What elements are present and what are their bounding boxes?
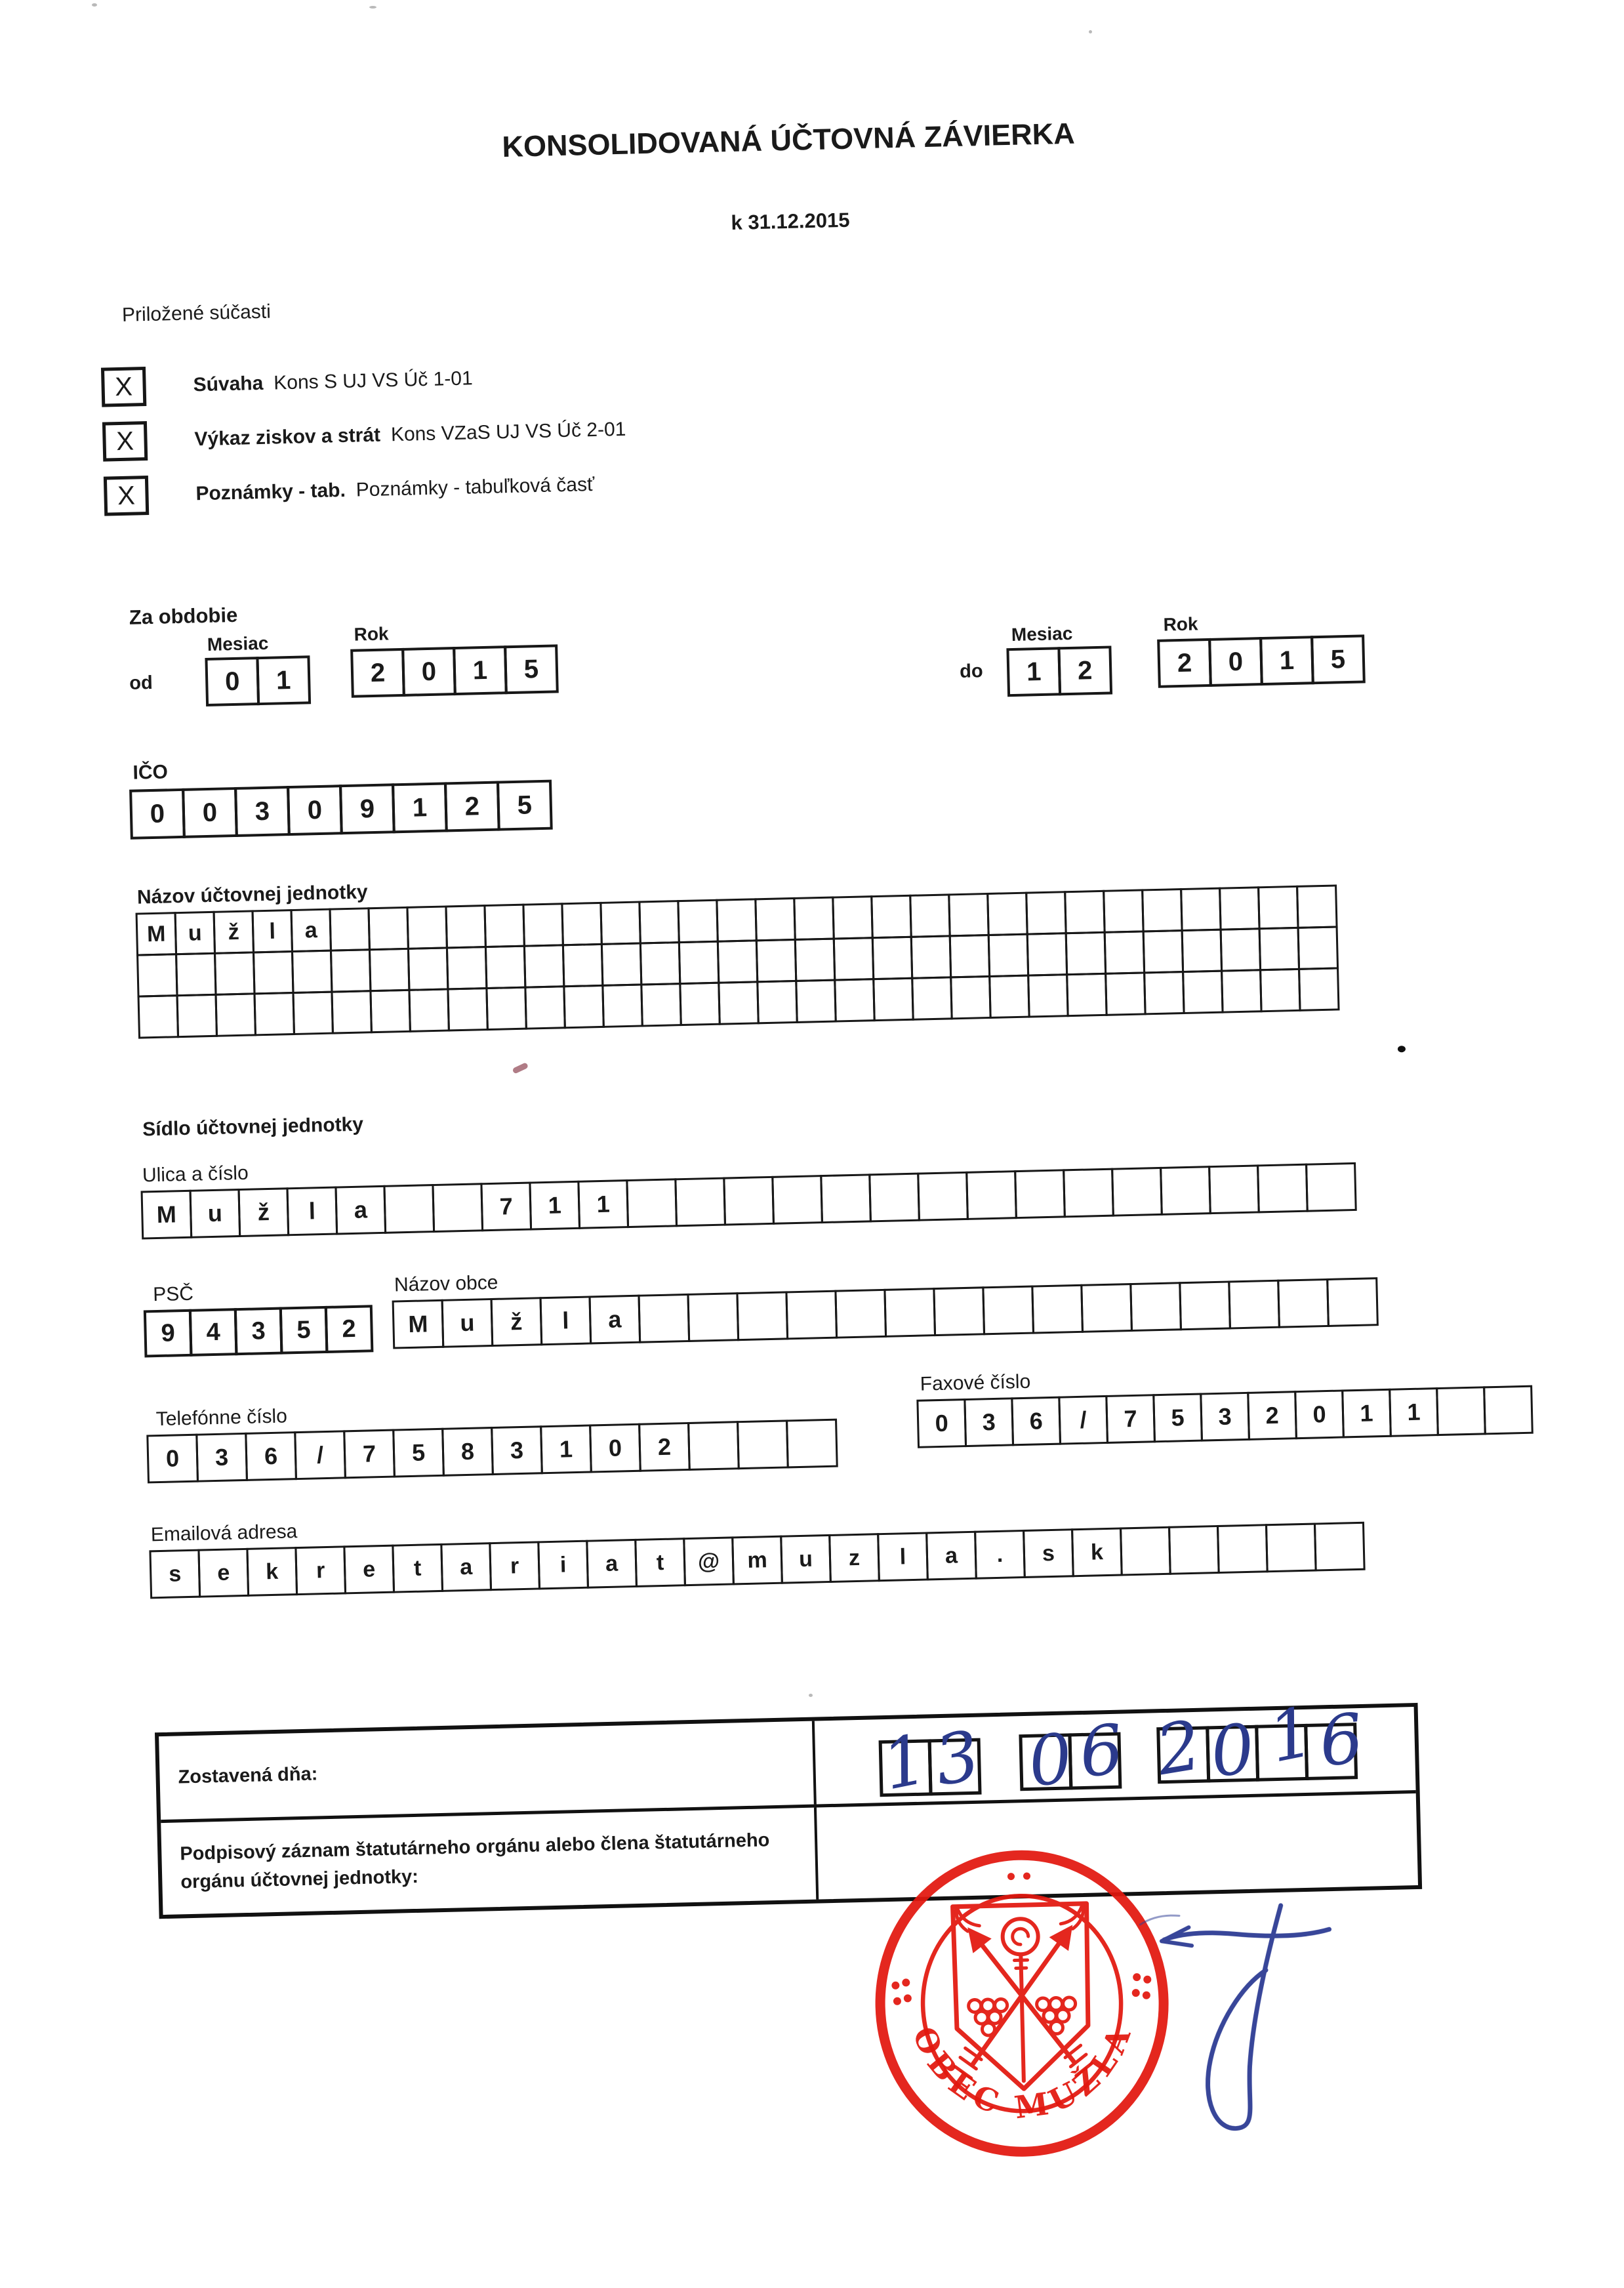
char-cell[interactable] xyxy=(1228,1280,1280,1330)
char-cell[interactable] xyxy=(786,1419,838,1469)
char-cell[interactable] xyxy=(883,1288,936,1338)
char-cell[interactable]: u xyxy=(190,1189,241,1238)
attachment-row xyxy=(101,359,473,407)
char-cell[interactable] xyxy=(1025,891,1067,935)
char-cell[interactable] xyxy=(910,935,952,979)
char-cell[interactable] xyxy=(291,950,333,994)
char-cell[interactable] xyxy=(599,901,641,945)
char-cell[interactable] xyxy=(737,1420,789,1469)
char-cell[interactable] xyxy=(483,904,525,948)
handwritten-digit: 3 xyxy=(929,1715,985,1802)
char-cell[interactable] xyxy=(982,1286,1034,1336)
char-cell[interactable]: 7 xyxy=(343,1429,396,1479)
char-cell[interactable] xyxy=(523,944,565,988)
char-cell[interactable] xyxy=(988,933,1030,977)
char-cell[interactable]: 2 xyxy=(638,1422,691,1472)
char-cell[interactable]: 3 xyxy=(491,1425,543,1475)
address-heading: Sídlo účtovnej jednotky xyxy=(142,1113,364,1141)
char-cell[interactable]: i xyxy=(537,1540,589,1590)
char-cell[interactable] xyxy=(909,893,951,937)
char-cell[interactable] xyxy=(432,1183,483,1233)
date-day-boxes xyxy=(876,1715,985,1806)
char-cell[interactable]: a xyxy=(925,1531,977,1581)
char-cell[interactable]: l xyxy=(251,909,293,953)
char-cell[interactable]: 1 xyxy=(1341,1389,1392,1439)
char-cell[interactable]: l xyxy=(877,1532,929,1582)
from-label: od xyxy=(129,672,153,694)
char-cell[interactable] xyxy=(785,1290,838,1340)
char-cell[interactable]: 3 xyxy=(964,1397,1014,1447)
char-cell[interactable] xyxy=(1066,973,1108,1017)
char-cell[interactable] xyxy=(214,951,256,995)
char-cell[interactable]: 6 xyxy=(1011,1397,1061,1446)
char-cell[interactable] xyxy=(253,950,294,994)
char-cell[interactable]: 0 xyxy=(146,1434,199,1484)
compiled-date-label: Zostavená dňa: xyxy=(178,1763,318,1788)
char-cell[interactable] xyxy=(138,994,180,1038)
compiled-date-cell xyxy=(159,1721,817,1820)
entity-name-label: Názov účtovnej jednotky xyxy=(136,881,369,909)
char-cell[interactable]: e xyxy=(343,1545,395,1595)
char-cell[interactable]: 5 xyxy=(279,1306,329,1355)
char-cell[interactable]: 4 xyxy=(189,1308,238,1357)
town-boxes xyxy=(392,1277,1379,1349)
handwritten-digit: 1 xyxy=(1262,1691,1321,1778)
char-cell[interactable] xyxy=(1103,889,1145,933)
char-cell[interactable]: 1 xyxy=(577,1179,629,1229)
char-cell[interactable] xyxy=(1143,929,1185,973)
char-cell[interactable] xyxy=(1065,931,1107,975)
attachment-label xyxy=(194,419,626,451)
char-cell[interactable] xyxy=(1143,971,1185,1015)
char-cell[interactable] xyxy=(948,893,990,937)
handwritten-digit: 0 xyxy=(1206,1707,1259,1793)
form-title: KONSOLIDOVANÁ ÚČTOVNÁ ZÁVIERKA xyxy=(501,116,1076,164)
char-cell[interactable] xyxy=(601,983,643,1027)
char-cell[interactable] xyxy=(718,981,760,1025)
handwritten-digit: 2 xyxy=(1150,1704,1207,1791)
char-cell[interactable] xyxy=(1296,884,1338,928)
char-cell[interactable]: 3 xyxy=(234,1307,283,1356)
ink-smudge xyxy=(512,1062,529,1074)
char-cell[interactable] xyxy=(408,988,450,1032)
char-cell[interactable] xyxy=(834,978,876,1022)
char-cell[interactable] xyxy=(674,1177,726,1227)
ink-dot-artifact xyxy=(1398,1046,1406,1052)
char-cell[interactable]: 1 xyxy=(1259,636,1314,685)
attachment-checkbox-suvaha[interactable] xyxy=(101,367,146,407)
attachment-label-detail: Poznámky - tabuľková časť xyxy=(355,473,595,501)
char-cell[interactable] xyxy=(1182,970,1224,1014)
char-cell[interactable] xyxy=(870,895,912,939)
char-cell[interactable] xyxy=(986,892,1028,936)
char-cell[interactable] xyxy=(562,943,604,987)
char-cell[interactable] xyxy=(716,898,758,942)
char-cell[interactable] xyxy=(933,1286,985,1336)
char-cell[interactable] xyxy=(1027,973,1069,1017)
char-cell[interactable]: s xyxy=(149,1549,201,1599)
char-cell[interactable] xyxy=(1031,1284,1084,1334)
fax-label: Faxové číslo xyxy=(920,1370,1031,1395)
char-cell[interactable] xyxy=(524,985,566,1029)
char-cell[interactable] xyxy=(1297,926,1339,970)
char-cell[interactable]: t xyxy=(634,1538,686,1587)
char-cell[interactable]: 2 xyxy=(1157,638,1212,688)
char-cell[interactable]: s xyxy=(1023,1528,1074,1578)
char-cell[interactable]: ž xyxy=(213,910,255,954)
char-cell[interactable] xyxy=(1111,1167,1163,1217)
char-cell[interactable]: 5 xyxy=(392,1428,445,1478)
char-cell[interactable] xyxy=(639,941,681,985)
char-cell[interactable]: l xyxy=(286,1187,338,1236)
char-cell[interactable] xyxy=(723,1176,775,1226)
char-cell[interactable]: 7 xyxy=(480,1182,532,1232)
char-cell[interactable]: 2 xyxy=(1247,1391,1297,1440)
street-label: Ulica a číslo xyxy=(142,1162,249,1187)
char-cell[interactable]: 3 xyxy=(234,786,291,837)
from-month-boxes xyxy=(205,655,311,706)
char-cell[interactable]: 0 xyxy=(205,657,260,706)
char-cell[interactable] xyxy=(292,991,334,1035)
char-cell[interactable]: e xyxy=(197,1548,249,1598)
char-cell[interactable]: 7 xyxy=(1105,1394,1156,1444)
char-cell[interactable] xyxy=(1105,971,1147,1015)
char-cell[interactable] xyxy=(868,1173,920,1223)
ico-label: IČO xyxy=(132,761,169,784)
char-cell[interactable] xyxy=(626,1178,678,1228)
to-year-boxes xyxy=(1157,634,1366,687)
char-cell[interactable] xyxy=(988,975,1030,1019)
char-cell[interactable]: 3 xyxy=(195,1433,248,1482)
checkbox-x-mark: X xyxy=(117,480,136,510)
char-cell[interactable] xyxy=(1436,1386,1486,1436)
char-cell[interactable]: 1 xyxy=(256,655,311,705)
char-cell[interactable] xyxy=(447,987,489,1031)
char-cell[interactable]: k xyxy=(246,1547,298,1597)
char-cell[interactable] xyxy=(1265,1522,1317,1572)
checkbox-x-mark: X xyxy=(114,372,133,401)
char-cell[interactable]: M xyxy=(141,1190,193,1240)
signature xyxy=(1101,1894,1624,2195)
char-cell[interactable] xyxy=(367,907,409,950)
char-cell[interactable] xyxy=(1259,927,1301,971)
char-cell[interactable] xyxy=(911,976,953,1020)
char-cell[interactable] xyxy=(1259,968,1301,1012)
char-cell[interactable] xyxy=(176,994,218,1038)
char-cell[interactable] xyxy=(965,1170,1017,1220)
char-cell[interactable] xyxy=(1257,886,1299,929)
attachment-row xyxy=(102,410,626,462)
char-cell[interactable] xyxy=(522,903,564,947)
char-cell[interactable] xyxy=(1063,1168,1114,1218)
char-cell[interactable] xyxy=(1298,967,1340,1011)
char-cell[interactable] xyxy=(1120,1526,1171,1576)
stamp-text: OBEC MUŽLA xyxy=(904,2017,1141,2127)
postcode-label: PSČ xyxy=(152,1282,194,1306)
char-cell[interactable] xyxy=(1277,1278,1330,1328)
char-cell[interactable] xyxy=(214,992,256,1036)
town-label: Názov obce xyxy=(394,1271,498,1296)
char-cell[interactable]: a xyxy=(586,1539,638,1589)
attachment-label-detail: Kons VZaS UJ VS Úč 2-01 xyxy=(390,418,626,446)
char-cell[interactable] xyxy=(793,897,835,941)
char-cell[interactable] xyxy=(445,905,487,949)
char-cell[interactable] xyxy=(1179,1280,1231,1330)
char-cell[interactable]: 3 xyxy=(1200,1392,1250,1442)
month-label-to: Mesiac xyxy=(1011,623,1073,645)
char-cell[interactable] xyxy=(917,1172,969,1221)
char-cell[interactable]: 0 xyxy=(287,785,343,836)
char-cell[interactable] xyxy=(1208,1164,1260,1214)
char-cell[interactable] xyxy=(949,934,991,978)
char-cell[interactable] xyxy=(1219,886,1261,930)
attachment-label-detail: Kons S UJ VS Úč 1-01 xyxy=(273,367,474,394)
char-cell[interactable] xyxy=(1181,929,1223,973)
signatory-cell xyxy=(161,1808,819,1915)
char-cell[interactable]: 0 xyxy=(916,1399,967,1448)
char-cell[interactable] xyxy=(1168,1525,1220,1575)
char-cell[interactable]: 2 xyxy=(444,781,500,832)
char-cell[interactable]: 5 xyxy=(497,780,553,831)
char-cell[interactable] xyxy=(330,949,372,992)
char-cell[interactable] xyxy=(369,948,411,992)
char-cell[interactable]: t xyxy=(392,1543,443,1593)
handwritten-digit: 6 xyxy=(1075,1709,1127,1793)
from-year-boxes xyxy=(350,644,559,697)
char-cell[interactable] xyxy=(795,979,837,1023)
char-cell[interactable] xyxy=(1314,1522,1366,1572)
char-cell[interactable] xyxy=(678,941,720,985)
char-cell[interactable] xyxy=(601,942,643,986)
char-cell[interactable]: 1 xyxy=(453,645,508,695)
char-cell[interactable]: r xyxy=(294,1545,346,1595)
to-label: do xyxy=(959,661,984,682)
char-cell[interactable] xyxy=(1257,1164,1309,1214)
attachment-label-bold: Súvaha xyxy=(193,372,264,396)
char-cell[interactable]: . xyxy=(974,1530,1026,1580)
char-cell[interactable]: 6 xyxy=(245,1431,297,1481)
date-year-boxes xyxy=(1150,1691,1368,1793)
char-cell[interactable]: 9 xyxy=(144,1309,193,1358)
char-cell[interactable] xyxy=(1014,1169,1066,1219)
char-cell[interactable]: 2 xyxy=(350,648,405,698)
handwritten-digit: 6 xyxy=(1315,1698,1368,1782)
char-cell[interactable] xyxy=(1221,969,1263,1013)
char-cell[interactable]: 0 xyxy=(401,647,457,697)
char-cell[interactable]: 5 xyxy=(1152,1393,1203,1443)
char-cell[interactable]: 8 xyxy=(441,1427,494,1477)
char-cell[interactable] xyxy=(687,1292,739,1342)
street-boxes xyxy=(141,1162,1357,1240)
signatory-label: Podpisový záznam štatutárneho orgánu alebo člena štatutárneho orgánu účtovnej jednotky: xyxy=(179,1829,770,1893)
ico-boxes xyxy=(129,780,553,840)
char-cell[interactable]: / xyxy=(294,1430,346,1480)
char-cell[interactable] xyxy=(485,945,527,989)
email-label: Emailová adresa xyxy=(150,1521,298,1546)
char-cell[interactable] xyxy=(1483,1385,1533,1435)
attachment-label xyxy=(195,474,595,505)
char-cell[interactable]: / xyxy=(1058,1395,1108,1445)
form-subtitle: k 31.12.2015 xyxy=(731,208,850,234)
char-cell[interactable] xyxy=(950,975,992,1019)
char-cell[interactable]: 9 xyxy=(339,783,396,834)
month-label-from: Mesiac xyxy=(207,632,269,655)
char-cell[interactable]: k xyxy=(1071,1527,1123,1577)
char-cell[interactable] xyxy=(833,937,875,981)
char-cell[interactable] xyxy=(1217,1524,1269,1574)
char-cell[interactable] xyxy=(561,902,603,946)
attachment-label-bold: Poznámky - tab. xyxy=(195,479,346,505)
date-month-boxes xyxy=(1019,1709,1127,1803)
char-cell[interactable] xyxy=(771,1175,823,1225)
char-cell[interactable] xyxy=(1305,1162,1357,1212)
char-cell[interactable] xyxy=(1064,890,1106,934)
char-cell[interactable] xyxy=(1104,930,1146,974)
char-cell[interactable]: 0 xyxy=(589,1423,641,1473)
char-cell[interactable] xyxy=(640,983,682,1027)
attachments-heading: Priložené súčasti xyxy=(121,300,272,326)
char-cell[interactable] xyxy=(872,936,914,980)
char-cell[interactable] xyxy=(383,1184,435,1234)
char-cell[interactable]: 0 xyxy=(1208,637,1263,687)
char-cell[interactable] xyxy=(638,900,680,944)
char-cell[interactable]: ž xyxy=(237,1187,289,1237)
char-cell[interactable] xyxy=(331,990,373,1034)
char-cell[interactable] xyxy=(1180,888,1222,931)
char-cell[interactable]: 2 xyxy=(1057,645,1112,695)
char-cell[interactable] xyxy=(1141,888,1183,932)
char-cell[interactable] xyxy=(369,989,411,1033)
attachment-checkbox-poznamky[interactable] xyxy=(104,476,149,516)
char-cell[interactable] xyxy=(1026,932,1068,976)
char-cell[interactable] xyxy=(677,899,719,943)
char-cell[interactable]: @ xyxy=(683,1536,735,1586)
char-cell[interactable] xyxy=(679,982,721,1026)
char-cell[interactable] xyxy=(717,939,759,983)
char-cell[interactable] xyxy=(832,895,874,939)
char-cell[interactable] xyxy=(136,953,178,997)
handwritten-digit: 0 xyxy=(1023,1717,1078,1803)
char-cell[interactable] xyxy=(794,938,836,982)
char-cell[interactable] xyxy=(446,946,488,990)
handwritten-digit: 1 xyxy=(876,1719,934,1806)
email-boxes xyxy=(149,1522,1365,1599)
char-cell[interactable]: a xyxy=(588,1295,641,1345)
char-cell[interactable]: 1 xyxy=(1006,647,1061,697)
char-cell[interactable] xyxy=(1129,1282,1182,1332)
char-cell[interactable]: 0 xyxy=(1294,1389,1345,1439)
char-cell[interactable]: m xyxy=(731,1536,783,1585)
char-cell[interactable] xyxy=(756,939,798,983)
char-cell[interactable]: 1 xyxy=(1389,1387,1439,1437)
char-cell[interactable]: u xyxy=(780,1534,832,1584)
char-cell[interactable] xyxy=(406,905,448,949)
char-cell[interactable] xyxy=(1160,1166,1211,1216)
char-cell[interactable] xyxy=(485,987,527,1031)
char-cell[interactable] xyxy=(687,1421,740,1471)
attachment-checkbox-vzas[interactable] xyxy=(102,421,148,462)
char-cell[interactable] xyxy=(1220,928,1262,971)
checkbox-x-mark: X xyxy=(115,426,134,456)
char-cell[interactable]: 1 xyxy=(540,1424,592,1474)
char-cell[interactable]: a xyxy=(290,909,332,952)
char-cell[interactable]: 5 xyxy=(1310,634,1366,684)
char-cell[interactable]: M xyxy=(136,912,178,956)
char-cell[interactable]: 0 xyxy=(129,788,186,840)
char-cell[interactable]: ž xyxy=(491,1297,543,1347)
char-cell[interactable]: a xyxy=(440,1542,492,1592)
char-cell[interactable] xyxy=(253,992,295,1036)
char-cell[interactable]: l xyxy=(540,1296,592,1345)
postcode-boxes xyxy=(144,1305,374,1357)
char-cell[interactable] xyxy=(329,907,371,951)
fax-boxes xyxy=(916,1385,1533,1448)
char-cell[interactable] xyxy=(834,1289,887,1339)
phone-label: Telefónne číslo xyxy=(155,1405,288,1431)
char-cell[interactable]: 1 xyxy=(529,1181,580,1231)
char-cell[interactable]: z xyxy=(828,1533,880,1583)
attachment-label-bold: Výkaz ziskov a strát xyxy=(194,424,381,451)
char-cell[interactable] xyxy=(756,980,798,1024)
char-cell[interactable] xyxy=(820,1174,872,1223)
char-cell[interactable] xyxy=(407,947,449,991)
char-cell[interactable]: 1 xyxy=(392,782,448,833)
year-label-to: Rok xyxy=(1163,613,1198,635)
char-cell[interactable] xyxy=(563,985,605,1029)
char-cell[interactable]: 0 xyxy=(182,787,238,838)
year-label-from: Rok xyxy=(354,623,389,645)
attachment-row xyxy=(104,465,595,516)
to-month-boxes xyxy=(1006,645,1112,697)
char-cell[interactable] xyxy=(1326,1277,1379,1327)
char-cell[interactable]: r xyxy=(489,1541,540,1591)
char-cell[interactable] xyxy=(736,1291,788,1341)
char-cell[interactable] xyxy=(638,1294,690,1343)
char-cell[interactable]: u xyxy=(174,911,216,955)
attachment-label xyxy=(193,367,473,396)
char-cell[interactable]: 5 xyxy=(504,644,559,694)
period-heading: Za obdobie xyxy=(129,603,238,629)
char-cell[interactable]: a xyxy=(335,1185,386,1235)
char-cell[interactable] xyxy=(754,897,796,941)
char-cell[interactable]: u xyxy=(441,1298,494,1348)
char-cell[interactable]: 2 xyxy=(325,1305,374,1353)
char-cell[interactable] xyxy=(175,952,217,996)
char-cell[interactable] xyxy=(1080,1283,1133,1333)
char-cell[interactable]: M xyxy=(392,1299,445,1349)
char-cell[interactable] xyxy=(872,977,914,1021)
